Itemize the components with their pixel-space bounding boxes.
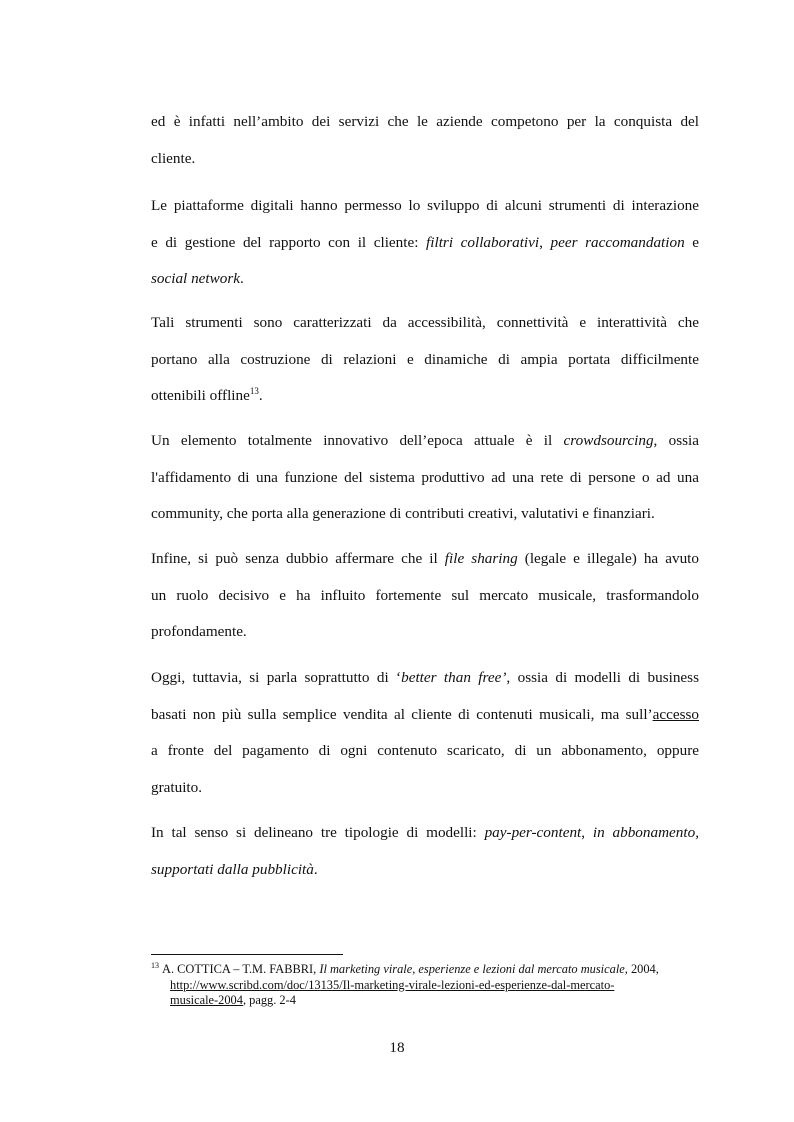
underlined-term: accesso (652, 705, 699, 723)
text-run: , ossia (653, 432, 700, 449)
italic-term: filtri collaborativi (426, 233, 540, 251)
footnote-link[interactable]: musicale-2004 (170, 993, 243, 1008)
italic-term: better than free’ (401, 669, 507, 686)
footnote-link[interactable]: http://www.scribd.com/doc/13135/Il-marketing-virale-lezioni-ed-esperienze-dal-mercato- (170, 977, 615, 992)
paragraph-5 (151, 541, 699, 651)
text-line (151, 423, 699, 460)
italic-term: crowdsourcing (563, 432, 654, 449)
text-line (151, 225, 699, 262)
text-line (151, 378, 699, 415)
text-run: In tal senso si delineano tre tipologie di modelli: (151, 824, 485, 841)
text-run: . (313, 860, 318, 878)
footnote-line (151, 962, 701, 978)
italic-term: peer raccomandation (550, 233, 685, 251)
italic-term: file sharing (444, 550, 518, 567)
text-run: , ossia di modelli di business (506, 669, 699, 686)
paragraph-4 (151, 423, 699, 533)
italic-term: in abbonamento (592, 824, 696, 841)
footnote-pages: , pagg. 2-4 (242, 993, 296, 1008)
text-run: , (539, 233, 551, 251)
text-run: , (581, 824, 593, 841)
footnote-reference[interactable]: 13 (249, 386, 259, 396)
text-run: . (240, 270, 244, 287)
text-line: community, che porta alla generazione di contributi creativi, valutativi e finanziari. (151, 505, 655, 522)
text-run: ottenibili offline (151, 387, 250, 404)
text-line: ed è infatti nell’ambito dei servizi che le aziende competono per la conquista del (151, 113, 699, 130)
paragraph-6 (151, 660, 699, 806)
footnote-line (151, 978, 701, 994)
paragraph-2 (151, 188, 699, 298)
text-line (151, 261, 699, 298)
paragraph-3 (151, 305, 699, 415)
text-run: e (684, 233, 700, 251)
text-line (151, 852, 699, 889)
paragraph-1 (151, 104, 699, 177)
text-run: Infine, si può senza dubbio affermare che il (151, 550, 445, 567)
text-run: Oggi, tuttavia, si parla soprattutto di ‘ (151, 669, 402, 686)
page-number: 18 (389, 1039, 405, 1056)
text-line: cliente. (151, 149, 196, 167)
italic-term: social network (151, 270, 241, 287)
text-line (151, 660, 699, 697)
footnote-year: , 2004, (624, 962, 659, 976)
text-run: Un elemento totalmente innovativo dell’epoca attuale è il (151, 432, 564, 449)
text-line: Tali strumenti sono caratterizzati da accessibilità, connettività e interattività che (151, 314, 699, 331)
text-line: un ruolo decisivo e ha influito fortemente sul mercato musicale, trasformandolo (151, 586, 699, 604)
text-line: gratuito. (151, 778, 203, 796)
footnote (151, 962, 701, 1009)
text-run: e di gestione del rapporto con il cliente: (151, 233, 427, 251)
text-line: Le piattaforme digitali hanno permesso lo sviluppo di alcuni strumenti di interazione (151, 197, 699, 214)
text-line: l'affidamento di una funzione del sistema produttivo ad una rete di persone o ad una (151, 468, 699, 486)
footnote-title: Il marketing virale, esperienze e lezioni dal mercato musicale (319, 962, 625, 976)
footnote-authors: A. COTTICA – T.M. FABBRI, (162, 962, 320, 976)
text-line: a fronte del pagamento di ogni contenuto scaricato, di un abbonamento, oppure (151, 742, 699, 759)
text-line: profondamente. (151, 623, 247, 640)
footnote-separator (151, 954, 343, 955)
text-line (151, 815, 699, 852)
text-run: . (258, 387, 263, 404)
footnote-number: 13 (151, 961, 159, 970)
italic-term: supportati dalla pubblicità (151, 860, 314, 878)
italic-term: pay-per-content (484, 824, 582, 841)
text-run: , (695, 824, 699, 841)
text-run: (legale e illegale) ha avuto (517, 550, 699, 567)
text-line (151, 697, 699, 734)
paragraph-7 (151, 815, 699, 888)
text-line: portano alla costruzione di relazioni e dinamiche di ampia portata difficilmente (151, 350, 699, 368)
text-line (151, 541, 699, 578)
footnote-line (151, 993, 701, 1009)
text-run: basati non più sulla semplice vendita al cliente di contenuti musicali, ma sull’ (151, 705, 653, 723)
